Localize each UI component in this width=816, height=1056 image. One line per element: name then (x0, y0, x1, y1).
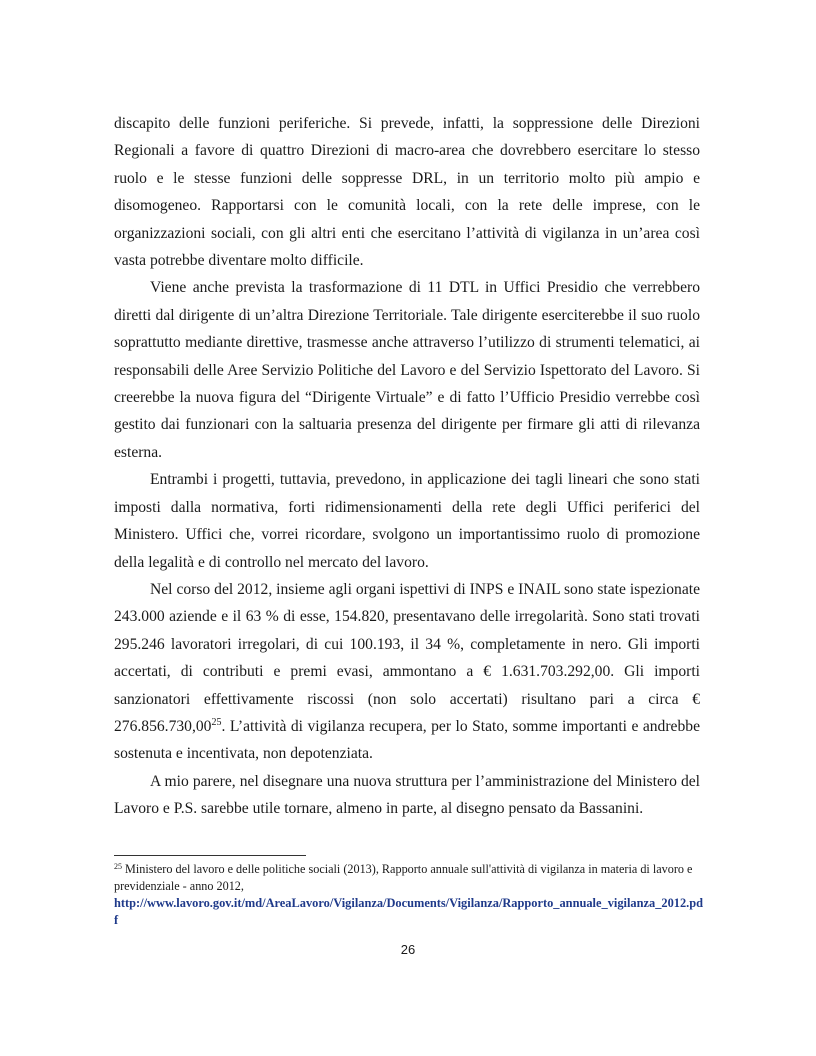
footnote (114, 861, 704, 929)
footnote-reference[interactable]: 25 (211, 716, 222, 728)
footnote-separator (114, 855, 306, 856)
page-number: 26 (400, 942, 416, 957)
footnote-text (114, 862, 692, 893)
page-body (114, 110, 700, 823)
footnote-link[interactable]: http://www.lavoro.gov.it/md/AreaLavoro/Vigilanza/Documents/Vigilanza/Rapporto_annuale_vigilanza_2012.pdf (114, 896, 704, 927)
paragraph-uffici-presidio: Viene anche prevista la trasformazione di 11 DTL in Uffici Presidio che verrebbero diretti dal dirigente di un’altra Direzione Territoriale. Tale dirigente eserciterebbe il suo ruolo soprattutto mediante direttive, trasmesse anche attraverso l’utilizzo di strumenti telematici, ai responsabili delle Aree Servizio Politiche del Lavoro e del Servizio Ispettorato del Lavoro. Si creerebbe la nuova figura del “Dirigente Virtuale” e di fatto l’Ufficio Presidio verrebbe così gestito dai funzionari con la saltuaria presenza del dirigente per firmare gli atti di rilevanza esterna. (114, 279, 700, 461)
footnote-number: 25 (114, 862, 122, 871)
paragraph-vigilanza-text-after: . L’attività di vigilanza recupera, per lo Stato, somme importanti e andrebbe sostenuta e incentivata, non depotenziata. (114, 717, 700, 763)
paragraph-parere: A mio parere, nel disegnare una nuova struttura per l’amministrazione del Ministero del Lavoro e P.S. sarebbe utile tornare, almeno in parte, al disegno pensato da Bassanini. (114, 772, 700, 818)
paragraph-continuation: discapito delle funzioni periferiche. Si prevede, infatti, la soppressione delle Direzioni Regionali a favore di quattro Direzioni di macro-area che dovrebbero esercitare lo stesso ruolo e le stesse funzioni delle soppresse DRL, in un territorio molto più ampio e disomogeneo. Rapportarsi con le comunità locali, con la rete delle imprese, con le organizzazioni sociali, con gli altri enti che esercitano l’attività di vigilanza in un’area così vasta potrebbe diventare molto difficile. (114, 115, 700, 270)
paragraph-progetti: Entrambi i progetti, tuttavia, prevedono, in applicazione dei tagli lineari che sono stati imposti dalla normativa, forti ridimensionamenti della rete degli Uffici periferici del Ministero. Uffici che, vorrei ricordare, svolgono un importantissimo ruolo di promozione della legalità e di controllo nel mercato del lavoro. (114, 471, 700, 571)
footnote-citation: Ministero del lavoro e delle politiche sociali (2013), Rapporto annuale sull'attività di vigilanza in materia di lavoro e previdenziale - anno 2012, (114, 862, 693, 893)
paragraph-vigilanza-text-before: Nel corso del 2012, insieme agli organi ispettivi di INPS e INAIL sono state ispezionate 243.000 aziende e il 63 % di esse, 154.820, presentavano delle irregolarità. Sono stati trovati 295.246 lavoratori irregolari, di cui 100.193, il 34 %, completamente in nero. Gli importi accertati, di contributi e premi evasi, ammontano a € 1.631.703.292,00. Gli importi sanzionatori effettivamente riscossi (non solo accertati) risultano pari a circa € 276.856.730,00 (114, 580, 700, 735)
paragraph-vigilanza-2012 (114, 576, 700, 768)
